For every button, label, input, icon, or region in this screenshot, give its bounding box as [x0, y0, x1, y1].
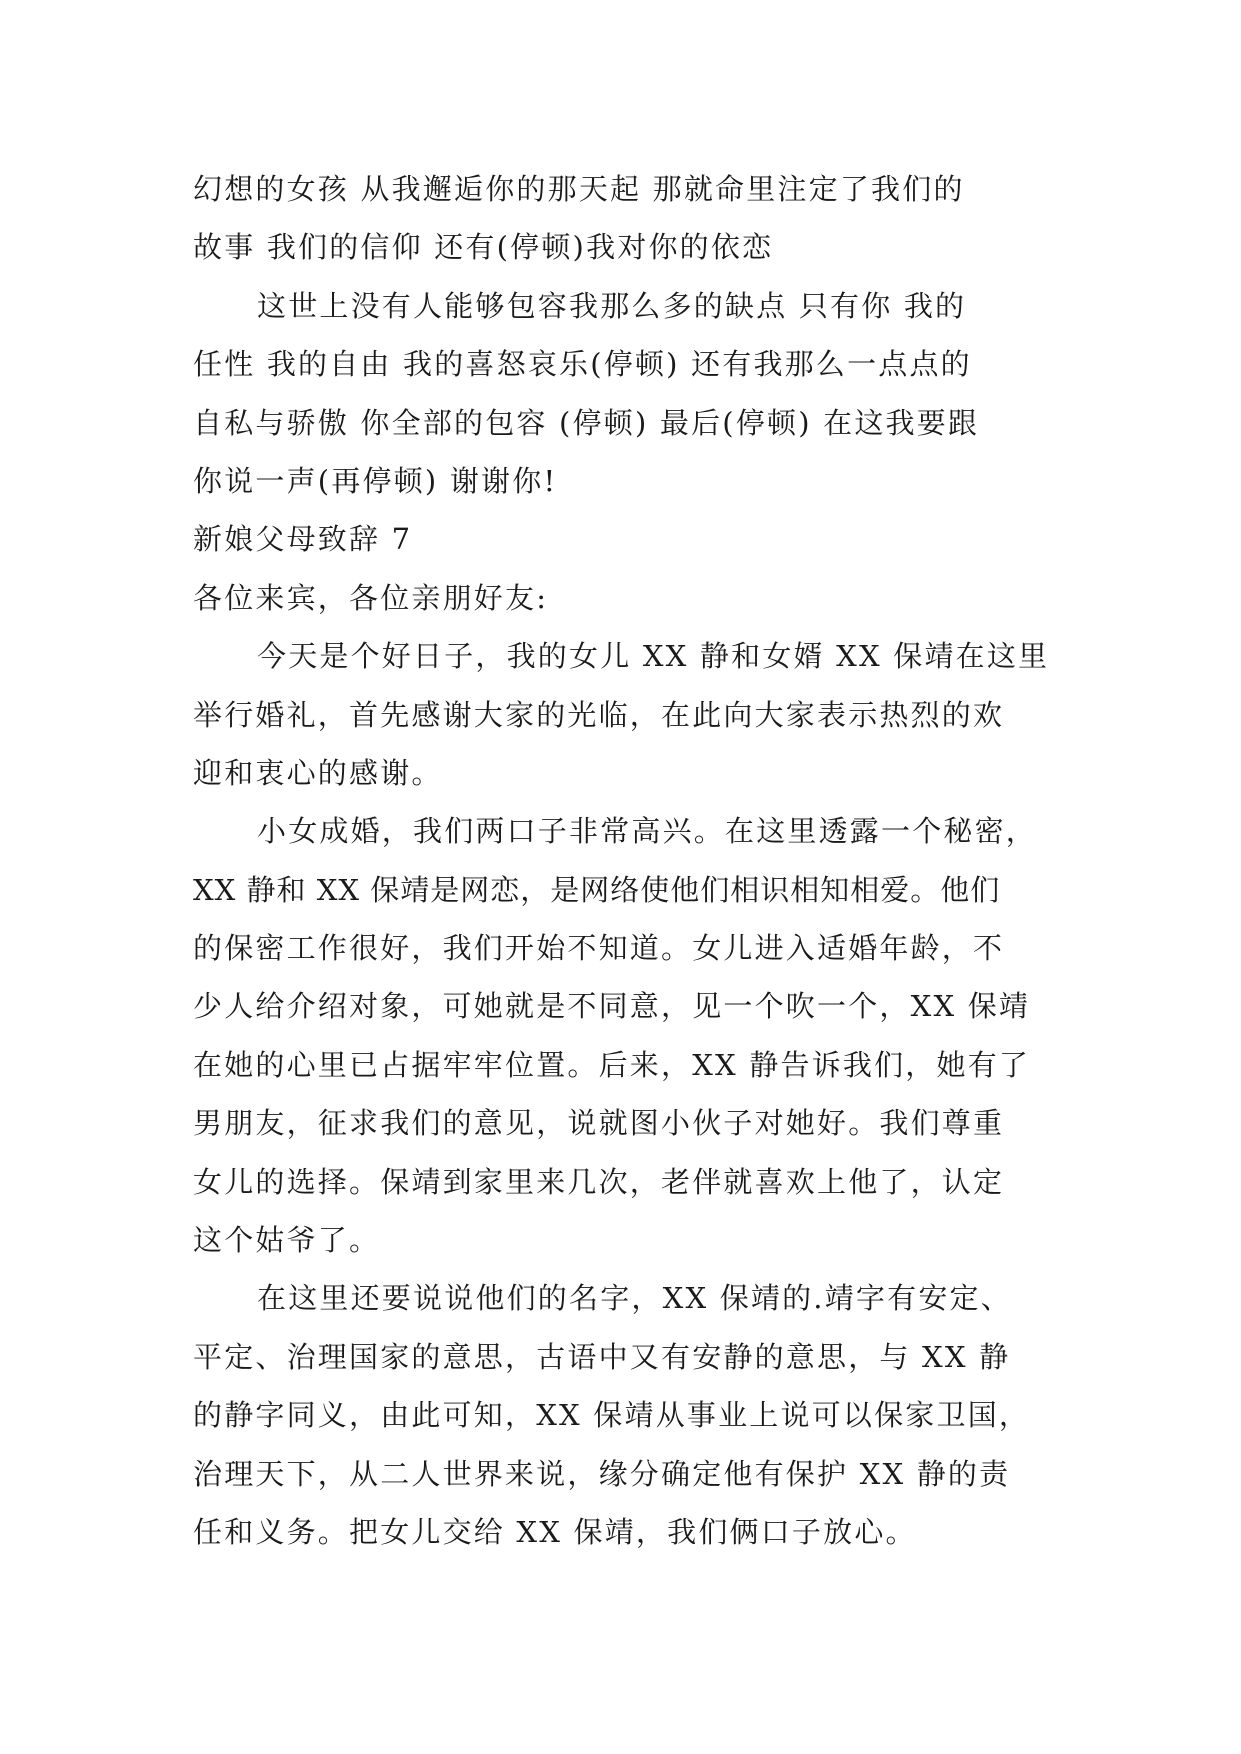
- text-line: XX 静和 XX 保靖是网恋，是网络使他们相识相知相爱。他们: [193, 872, 1001, 907]
- text-line: 治理天下，从二人世界来说，缘分确定他有保护 XX 静的责: [193, 1456, 1011, 1491]
- text-line: 故事 我们的信仰 还有(停顿)我对你的依恋: [193, 230, 774, 265]
- text-line: 你说一声(再停顿) 谢谢你!: [193, 463, 558, 498]
- text-line: 举行婚礼，首先感谢大家的光临，在此向大家表示热烈的欢: [193, 697, 1005, 732]
- text-line: 的静字同义，由此可知，XX 保靖从事业上说可以保家卫国，: [193, 1398, 1031, 1433]
- text-line: 自私与骄傲 你全部的包容 (停顿) 最后(停顿) 在这我要跟: [193, 405, 980, 440]
- text-line: 幻想的女孩 从我邂逅你的那天起 那就命里注定了我们的: [193, 172, 965, 206]
- paragraph-start-line: 这世上没有人能够包容我那么多的缺点 只有你 我的: [257, 288, 967, 323]
- text-line: 少人给介绍对象，可她就是不同意，见一个吹一个，XX 保靖: [193, 989, 1031, 1024]
- text-line: 任和义务。把女儿交给 XX 保靖，我们俩口子放心。: [193, 1514, 917, 1549]
- text-line: 在她的心里已占据牢牢位置。后来，XX 静告诉我们，她有了: [193, 1047, 1031, 1082]
- text-line: 这个姑爷了。: [193, 1223, 381, 1258]
- text-line: 任性 我的自由 我的喜怒哀乐(停顿) 还有我那么一点点的: [193, 347, 972, 382]
- section-heading: 新娘父母致辞 7: [193, 522, 413, 557]
- text-line: 的保密工作很好，我们开始不知道。女儿进入适婚年龄，不: [193, 931, 1005, 966]
- text-line: 平定、治理国家的意思，古语中又有安静的意思，与 XX 静: [193, 1339, 1011, 1374]
- text-line: 女儿的选择。保靖到家里来几次，老伴就喜欢上他了，认定: [193, 1164, 1005, 1199]
- paragraph-start-line: 今天是个好日子，我的女儿 XX 静和女婿 XX 保靖在这里: [257, 639, 1050, 674]
- text-line: 男朋友，征求我们的意见，说就图小伙子对她好。我们尊重: [193, 1106, 1005, 1141]
- text-line: 迎和衷心的感谢。: [193, 755, 443, 790]
- document-body: [193, 160, 1063, 1561]
- salutation-line: 各位来宾，各位亲朋好友:: [193, 580, 549, 615]
- paragraph-start-line: 在这里还要说说他们的名字，XX 保靖的.靖字有安定、: [257, 1281, 1012, 1316]
- paragraph-start-line: 小女成婚，我们两口子非常高兴。在这里透露一个秘密，: [257, 814, 1038, 849]
